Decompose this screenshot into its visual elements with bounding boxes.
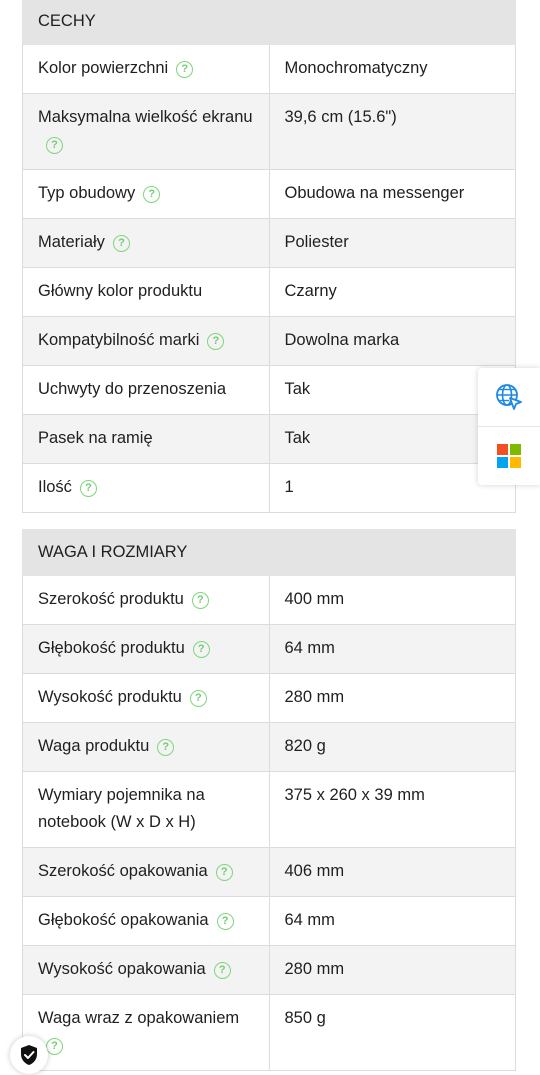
- translate-button[interactable]: [478, 368, 540, 426]
- spec-label: Kompatybilność marki: [38, 331, 200, 349]
- table-row: [23, 94, 516, 170]
- help-icon[interactable]: ?: [157, 739, 174, 756]
- spec-value: Poliester: [269, 219, 516, 268]
- floating-side-widget: [478, 368, 540, 485]
- spec-label: Głębokość opakowania: [38, 911, 209, 929]
- features-spec-table: [22, 0, 516, 513]
- spec-value: 850 g: [269, 995, 516, 1071]
- table-row: [23, 45, 516, 94]
- spec-value: Tak: [269, 366, 516, 415]
- spec-label: Maksymalna wielkość ekranu: [38, 108, 253, 126]
- spec-label: Pasek na ramię: [38, 429, 153, 447]
- spec-value: Czarny: [269, 268, 516, 317]
- spec-value: 406 mm: [269, 848, 516, 897]
- table-row: [23, 317, 516, 366]
- table-row: [23, 995, 516, 1071]
- spec-label: Głębokość produktu: [38, 639, 185, 657]
- shield-check-icon: [19, 1044, 39, 1066]
- table-row: [23, 170, 516, 219]
- table-row: [23, 268, 516, 317]
- spec-value: 39,6 cm (15.6"): [269, 94, 516, 170]
- table-row: [23, 464, 516, 513]
- help-icon[interactable]: ?: [190, 690, 207, 707]
- spec-label: Typ obudowy: [38, 184, 136, 202]
- help-icon[interactable]: ?: [216, 864, 233, 881]
- help-icon[interactable]: ?: [176, 61, 193, 78]
- spec-value: 280 mm: [269, 946, 516, 995]
- spec-value: 1: [269, 464, 516, 513]
- microsoft-logo-icon: [497, 444, 521, 468]
- table-row: [23, 772, 516, 848]
- spec-label: Główny kolor produktu: [38, 282, 203, 300]
- spec-value: 820 g: [269, 723, 516, 772]
- help-icon[interactable]: ?: [192, 592, 209, 609]
- help-icon[interactable]: ?: [217, 913, 234, 930]
- spec-value: Tak: [269, 415, 516, 464]
- table-row: [23, 625, 516, 674]
- help-icon[interactable]: ?: [46, 137, 63, 154]
- section-title: CECHY: [23, 0, 516, 45]
- table-row: [23, 219, 516, 268]
- security-badge[interactable]: [10, 1036, 48, 1074]
- help-icon[interactable]: ?: [193, 641, 210, 658]
- spec-value: Dowolna marka: [269, 317, 516, 366]
- spec-value: Obudowa na messenger: [269, 170, 516, 219]
- spec-label: Materiały: [38, 233, 105, 251]
- spec-label: Szerokość produktu: [38, 590, 184, 608]
- spec-label: Szerokość opakowania: [38, 862, 208, 880]
- help-icon[interactable]: ?: [207, 333, 224, 350]
- microsoft-button[interactable]: [478, 426, 540, 485]
- help-icon[interactable]: ?: [46, 1038, 63, 1055]
- spec-label: Wysokość opakowania: [38, 960, 206, 978]
- section-title: WAGA I ROZMIARY: [23, 530, 516, 576]
- weight-dimensions-spec-table: [22, 529, 516, 1071]
- table-row: [23, 848, 516, 897]
- help-icon[interactable]: ?: [80, 480, 97, 497]
- table-row: [23, 946, 516, 995]
- help-icon[interactable]: ?: [143, 186, 160, 203]
- spec-value: 280 mm: [269, 674, 516, 723]
- spec-value: Monochromatyczny: [269, 45, 516, 94]
- spec-label: Kolor powierzchni: [38, 59, 169, 77]
- table-row: [23, 897, 516, 946]
- spec-value: 400 mm: [269, 576, 516, 625]
- spec-label: Waga produktu: [38, 737, 150, 755]
- section-header-row: [23, 530, 516, 576]
- table-row: [23, 576, 516, 625]
- spec-value: 64 mm: [269, 897, 516, 946]
- spec-value: 375 x 260 x 39 mm: [269, 772, 516, 848]
- table-row: [23, 723, 516, 772]
- section-header-row: [23, 0, 516, 45]
- table-row: [23, 674, 516, 723]
- spec-label: Ilość: [38, 478, 72, 496]
- spec-value: 64 mm: [269, 625, 516, 674]
- help-icon[interactable]: ?: [113, 235, 130, 252]
- globe-cursor-icon: [495, 383, 523, 411]
- spec-label: Waga wraz z opakowaniem: [38, 1009, 240, 1027]
- table-row: [23, 415, 516, 464]
- help-icon[interactable]: ?: [214, 962, 231, 979]
- spec-label: Wymiary pojemnika na notebook (W x D x H): [38, 786, 205, 831]
- table-row: [23, 366, 516, 415]
- spec-label: Uchwyty do przenoszenia: [38, 380, 227, 398]
- spec-label: Wysokość produktu: [38, 688, 182, 706]
